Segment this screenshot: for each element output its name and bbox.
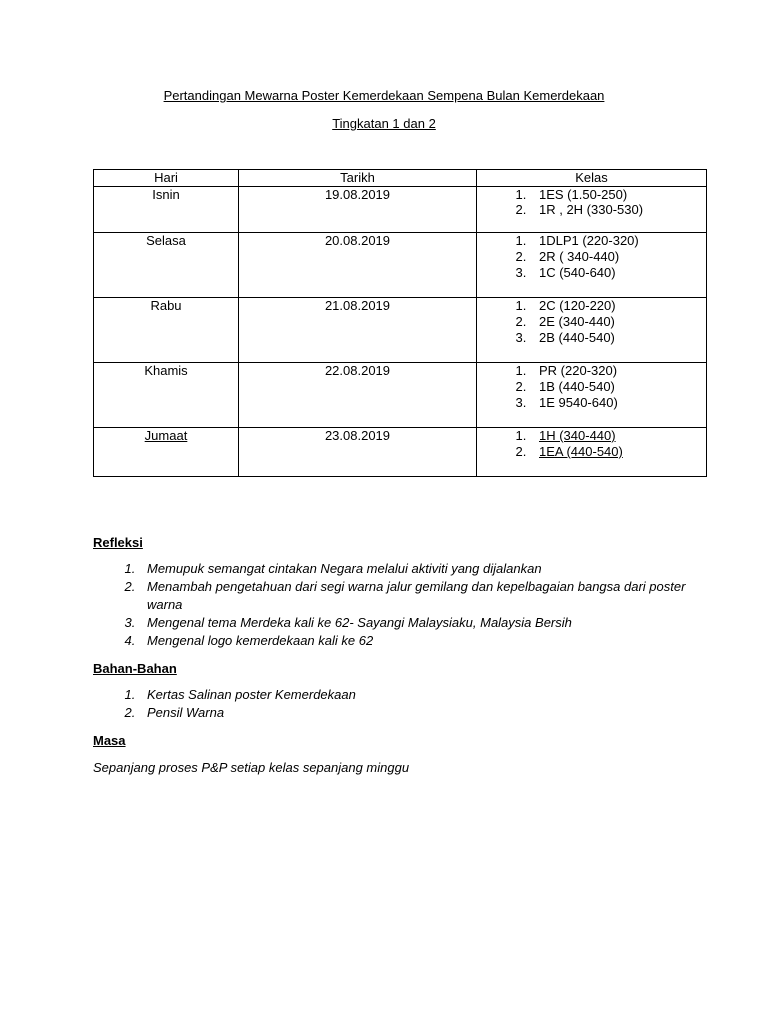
- refleksi-heading: Refleksi: [93, 535, 143, 550]
- header-tarikh: Tarikh: [239, 170, 477, 187]
- bahan-heading: Bahan-Bahan: [93, 661, 177, 676]
- masa-heading: Masa: [93, 733, 126, 748]
- row-kelas: [477, 298, 707, 363]
- kelas-item: 3. 2B (440-540): [530, 330, 706, 346]
- kelas-item: [530, 444, 706, 460]
- row-hari: [94, 428, 239, 477]
- row-tarikh: 23.08.2019: [239, 428, 477, 477]
- row-hari: Isnin: [94, 187, 239, 233]
- kelas-item: [530, 428, 706, 444]
- row-tarikh: 21.08.2019: [239, 298, 477, 363]
- refleksi-list: [93, 560, 719, 650]
- kelas-item: 3. 1C (540-640): [530, 265, 706, 281]
- list-item: 2. Pensil Warna: [139, 704, 719, 722]
- schedule-table: [93, 169, 707, 477]
- list-item: 3. Mengenal tema Merdeka kali ke 62- Sayangi Malaysiaku, Malaysia Bersih: [139, 614, 719, 632]
- row-hari: Khamis: [94, 363, 239, 428]
- table-row: [94, 187, 707, 233]
- bahan-list: [93, 686, 719, 722]
- kelas-item: 2. 1B (440-540): [530, 379, 706, 395]
- row-kelas: [477, 428, 707, 477]
- row-kelas: [477, 187, 707, 233]
- table-row: [94, 363, 707, 428]
- row-tarikh: 22.08.2019: [239, 363, 477, 428]
- page-title: Pertandingan Mewarna Poster Kemerdekaan Sempena Bulan Kemerdekaan: [163, 88, 605, 103]
- row-tarikh: 20.08.2019: [239, 233, 477, 298]
- kelas-item: 2. 2R ( 340-440): [530, 249, 706, 265]
- kelas-item-text: 1EA (440-540): [539, 444, 623, 459]
- kelas-item: 3. 1E 9540-640): [530, 395, 706, 411]
- header-kelas: Kelas: [477, 170, 707, 187]
- table-header-row: [94, 170, 707, 187]
- kelas-item: 1. 1ES (1.50-250): [530, 187, 706, 202]
- list-item: 4. Mengenal logo kemerdekaan kali ke 62: [139, 632, 719, 650]
- masa-text: Sepanjang proses P&P setiap kelas sepanjang minggu: [93, 760, 410, 775]
- kelas-item-text: 1H (340-440): [539, 428, 616, 443]
- kelas-item: 2. 2E (340-440): [530, 314, 706, 330]
- table-row: [94, 233, 707, 298]
- row-hari: Selasa: [94, 233, 239, 298]
- row-kelas: [477, 233, 707, 298]
- table-row: [94, 298, 707, 363]
- list-item: 1. Kertas Salinan poster Kemerdekaan: [139, 686, 719, 704]
- row-tarikh: 19.08.2019: [239, 187, 477, 233]
- table-row: [94, 428, 707, 477]
- list-item: 2. Menambah pengetahuan dari segi warna jalur gemilang dan kepelbagaian bangsa dari poster warna: [139, 578, 719, 614]
- kelas-item: 2. 1R , 2H (330-530): [530, 202, 706, 217]
- page-subtitle: Tingkatan 1 dan 2: [332, 116, 436, 131]
- row-hari-text: Jumaat: [144, 428, 188, 443]
- row-hari: Rabu: [94, 298, 239, 363]
- kelas-item: 1. 2C (120-220): [530, 298, 706, 314]
- header-hari: Hari: [94, 170, 239, 187]
- kelas-item: 1. 1DLP1 (220-320): [530, 233, 706, 249]
- list-item: 1. Memupuk semangat cintakan Negara melalui aktiviti yang dijalankan: [139, 560, 719, 578]
- kelas-item: 1. PR (220-320): [530, 363, 706, 379]
- row-kelas: [477, 363, 707, 428]
